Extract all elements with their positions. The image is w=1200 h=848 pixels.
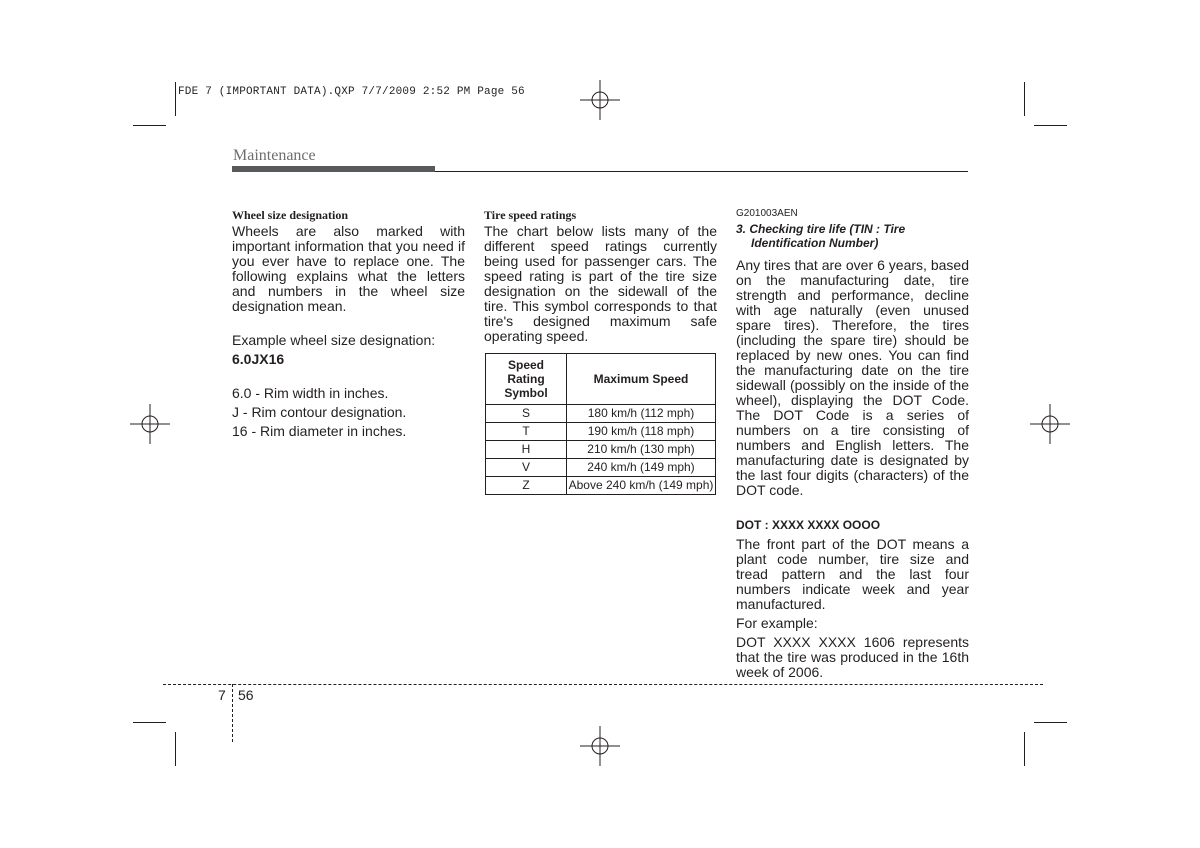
- example-body: DOT XXXX XXXX 1606 represents that the tire was produced in the 16th week of 2006.: [736, 634, 969, 680]
- table-cell: 190 km/h (118 mph): [567, 423, 716, 441]
- crop-mark: [133, 722, 166, 723]
- table-row: [486, 441, 716, 459]
- tire-life-heading: [736, 222, 969, 250]
- registration-mark-icon: [580, 80, 620, 120]
- example-value: 6.0JX16: [232, 351, 285, 367]
- print-slug: FDE 7 (IMPORTANT DATA).QXP 7/7/2009 2:52 PM Page 56: [178, 86, 525, 98]
- wheel-size-intro: Wheels are also marked with important information that you need if you ever have to replace one. The following explains what the letters and numbers in the wheel size designation mean.: [232, 223, 465, 314]
- table-row: [486, 423, 716, 441]
- table-cell: 210 km/h (130 mph): [567, 441, 716, 459]
- dot-body: The front part of the DOT means a plant code number, tire size and tread pattern and the last four numbers indicate week and year manufactured.: [736, 536, 969, 612]
- header-bar: [232, 166, 435, 172]
- table-cell: V: [486, 459, 567, 477]
- registration-mark-icon: [130, 404, 170, 444]
- tire-life-heading-line2: Identification Number): [751, 236, 879, 250]
- crop-mark: [1034, 722, 1067, 723]
- tire-life-heading-line1: 3. Checking tire life (TIN : Tire: [736, 222, 906, 236]
- tire-life-body: Any tires that are over 6 years, based on the manufacturing date, tire strength and performance, decline with age naturally (even unused spare tires). Therefore, the tires (including the spare tire) should be replaced by new ones. You can find the manufacturing date on the tire sidewall (possibly on the inside of the wheel), displaying the DOT Code. The DOT Code is a series of numbers on a tire consisting of numbers and English letters. The manufacturing date is designated by the last four digits (characters) of the DOT code.: [736, 257, 969, 498]
- table-cell: H: [486, 441, 567, 459]
- page-number: 56: [238, 687, 254, 703]
- table-row: [486, 405, 716, 423]
- table-cell: 240 km/h (149 mph): [567, 459, 716, 477]
- header-rule: [435, 171, 968, 172]
- list-item: 6.0 - Rim width in inches.: [232, 385, 389, 401]
- tire-life-section: [736, 208, 969, 680]
- table-row: [486, 459, 716, 477]
- table-header-cell: Speed Rating Symbol: [486, 354, 567, 405]
- table-cell: Z: [486, 477, 567, 495]
- list-item: 16 - Rim diameter in inches.: [232, 423, 407, 439]
- tire-speed-intro: The chart below lists many of the different speed ratings currently being used for passenger cars. The speed rating is part of the tire size designation on the sidewall of the tire. This symbol corresponds to that tire's designed maximum safe operating speed.: [484, 223, 717, 344]
- crop-mark: [1034, 125, 1067, 126]
- speed-rating-table: [485, 353, 716, 495]
- wheel-size-section: [232, 208, 465, 439]
- wheel-size-heading: Wheel size designation: [232, 208, 348, 222]
- footer-rule: [163, 684, 1043, 685]
- table-cell: S: [486, 405, 567, 423]
- registration-mark-icon: [1030, 404, 1070, 444]
- example-label: Example wheel size designation:: [232, 332, 436, 348]
- crop-mark: [1024, 732, 1025, 766]
- tire-speed-heading: Tire speed ratings: [484, 208, 577, 222]
- crop-mark: [175, 732, 176, 766]
- section-title: Maintenance: [233, 147, 316, 164]
- registration-mark-icon: [580, 726, 620, 766]
- table-cell: 180 km/h (112 mph): [567, 405, 716, 423]
- section-number: 7: [218, 687, 226, 703]
- table-row: [486, 477, 716, 495]
- footer-divider: [232, 684, 233, 742]
- table-cell: T: [486, 423, 567, 441]
- tire-speed-section: [484, 208, 717, 344]
- reference-code: G201003AEN: [736, 208, 798, 219]
- table-header-row: [486, 354, 716, 405]
- crop-mark: [133, 125, 166, 126]
- crop-mark: [1024, 82, 1025, 116]
- table-cell: Above 240 km/h (149 mph): [567, 477, 716, 495]
- table-header-cell: Maximum Speed: [567, 354, 716, 405]
- list-item: J - Rim contour designation.: [232, 404, 407, 420]
- dot-label: DOT : XXXX XXXX OOOO: [736, 518, 881, 532]
- crop-mark: [175, 82, 176, 116]
- example-label: For example:: [736, 615, 818, 631]
